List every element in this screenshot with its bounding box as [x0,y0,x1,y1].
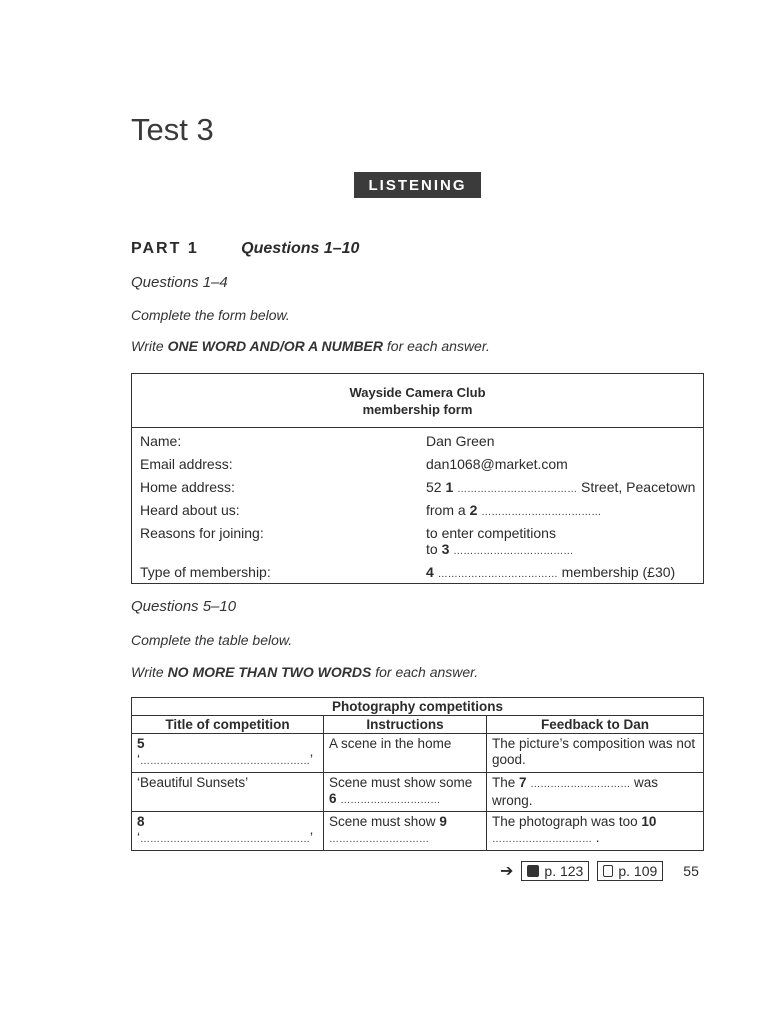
form-value-reasons: to enter competitions [426,525,556,541]
fb-post-7: was wrong. [492,775,659,808]
form-value-membership[interactable] [426,564,675,583]
section-badge: LISTENING [354,172,481,198]
form-value-email: dan1068@market.com [426,456,568,472]
form-write-instruction [131,338,490,354]
part-heading [131,240,359,258]
cell-feedback-7[interactable] [487,773,704,812]
page-number: 55 [683,863,699,879]
answer-blank-2[interactable]: ……………………………… [481,507,602,518]
answer-blank-3[interactable]: ……………………………… [453,546,574,557]
audio-script-reference[interactable] [521,861,589,881]
write-post-2: for each answer. [371,664,479,680]
form-value-address[interactable] [426,479,695,498]
answer-blank-9[interactable]: ………………………… [329,834,429,845]
answer-blank-10[interactable]: ………………………… [492,834,592,845]
quote-close-8: ’ [310,830,313,845]
answer-number-7: 7 [519,775,527,790]
cell-feedback-10[interactable] [487,812,704,851]
answer-number-6: 6 [329,791,337,806]
answer-number-2: 2 [469,502,478,518]
header-instructions: Instructions [324,716,487,734]
cell-instr-6[interactable] [324,773,487,812]
answer-blank-5[interactable]: …………………………………………… [140,756,310,767]
form-value-name: Dan Green [426,433,495,449]
page-footer [500,861,699,881]
answer-blank-8[interactable]: …………………………………………… [140,834,310,845]
form-header [132,374,703,428]
address-pre: 52 [426,479,446,495]
write-pre-2: Write [131,664,168,680]
form-value-heard[interactable] [426,502,601,521]
table-title: Photography competitions [132,698,704,716]
heard-pre: from a [426,502,470,518]
membership-form [131,373,704,584]
table-row [132,812,704,851]
form-label-address: Home address: [140,479,235,495]
address-post: Street, Peacetown [577,479,696,495]
membership-post: membership (£30) [557,564,676,580]
competitions-table [131,697,704,851]
answer-number-1: 1 [445,479,454,495]
quote-close: ’ [310,752,313,767]
cell-title-8[interactable] [132,812,324,851]
answer-number-8: 8 [137,814,145,829]
reasons-pre: to [426,541,442,557]
cell-instr-9[interactable] [324,812,487,851]
part-label: PART 1 [131,240,199,257]
table-row [132,734,704,773]
cell-instr-1: A scene in the home [324,734,487,773]
fb-post-10: . [592,830,600,845]
answer-key-reference[interactable] [597,861,663,881]
cell-title-5[interactable] [132,734,324,773]
table-instruction: Complete the table below. [131,632,293,648]
part-questions: Questions 1–10 [241,240,360,257]
form-label-membership: Type of membership: [140,564,271,580]
answer-blank-4[interactable]: ……………………………… [437,569,558,580]
questions-5-10-heading: Questions 5–10 [131,598,237,615]
form-label-reasons: Reasons for joining: [140,525,264,541]
cell-feedback-1: The picture’s composition was not good. [487,734,704,773]
quote-open-8: ‘ [137,830,140,845]
cell-title-2: ‘Beautiful Sunsets’ [132,773,324,812]
form-title-line2: membership form [362,401,473,417]
table-row [132,773,704,812]
form-instruction: Complete the form below. [131,307,290,323]
reference-2: p. 109 [618,863,658,879]
instr-pre-6: Scene must show some [329,775,473,790]
page-title: Test 3 [131,112,214,147]
instr-pre-9: Scene must show [329,814,440,829]
arrow-icon: ➔ [500,863,514,880]
reference-1: p. 123 [544,863,584,879]
answer-number-3: 3 [441,541,450,557]
answer-number-4: 4 [426,564,434,580]
form-label-name: Name: [140,433,182,449]
audio-icon [527,865,539,877]
write-pre: Write [131,338,168,354]
answer-blank-1[interactable]: ……………………………… [457,484,578,495]
form-value-reasons-2[interactable] [426,541,573,560]
form-label-heard: Heard about us: [140,502,240,518]
table-write-instruction [131,664,478,680]
answer-blank-7[interactable]: ………………………… [530,779,631,790]
answer-number-5: 5 [137,736,145,751]
questions-1-4-heading: Questions 1–4 [131,274,228,291]
fb-pre-7: The [492,775,520,790]
header-feedback: Feedback to Dan [487,716,704,734]
header-title: Title of competition [132,716,324,734]
book-icon [603,865,613,877]
write-bold: ONE WORD AND/OR A NUMBER [167,338,383,354]
form-label-email: Email address: [140,456,233,472]
answer-number-10: 10 [641,814,657,829]
answer-blank-6[interactable]: ………………………… [340,795,441,806]
form-title-line1: Wayside Camera Club [349,384,486,400]
fb-pre-10: The photograph was too [492,814,642,829]
write-post: for each answer. [383,338,490,354]
write-bold-2: NO MORE THAN TWO WORDS [167,664,372,680]
quote-open: ‘ [137,752,140,767]
answer-number-9: 9 [439,814,447,829]
